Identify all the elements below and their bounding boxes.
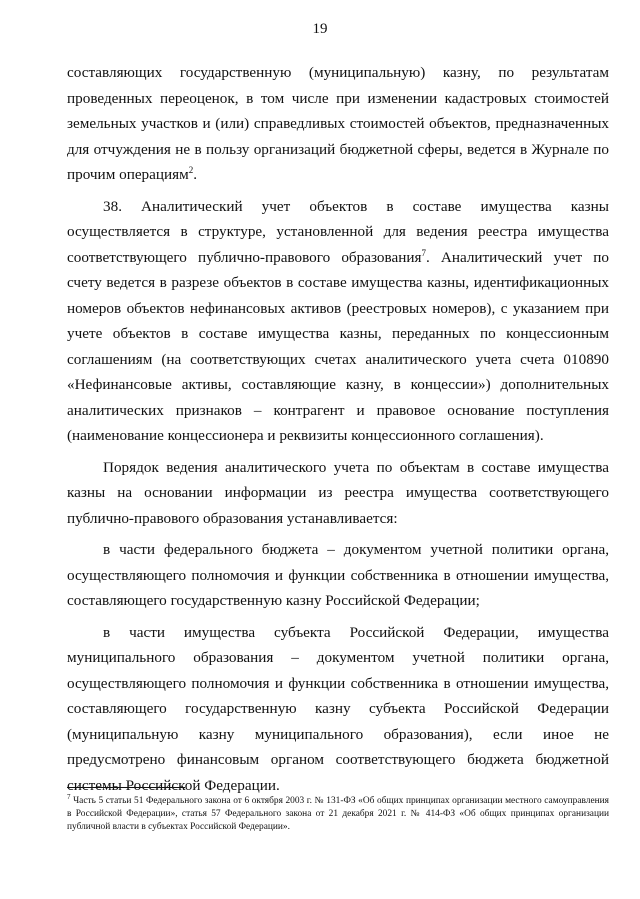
paragraph-federal-budget: [67, 537, 609, 614]
footnote-reference: 7: [421, 247, 426, 258]
paragraph-text: в части имущества субъекта Российской Федерации, имущества муниципального образования – документом учетной политики органа, осуществляющего полномочия и функции собственника в отношении имущества, составляющего государственную казну субъекта Российской Федерации (муниципальную казну муниципального образования), если иное не предусмотрено финансовым органом соответствующего бюджета бюджетной системы Российской Федерации.: [67, 623, 609, 794]
paragraph-item-38: [67, 194, 609, 449]
paragraph-regional-municipal: [67, 620, 609, 799]
paragraph-text: в части федерального бюджета – документом учетной политики органа, осуществляющего полномочия и функции собственника в отношении имущества, составляющего государственную казну Российской Федерации;: [67, 541, 609, 609]
paragraph-tail: . Аналитический учет по счету ведется в разрезе объектов в составе имущества казны, идентификационных номеров объектов нефинансовых активов (реестровых номеров), с указанием при учете объектов в составе имущества казны, переданных по концессионным соглашениям (на соответствующих счетах аналитического учета счета 010890 «Нефинансовые активы, составляющие казну, в концессии») дополнительных аналитических признаков – контрагент и правовое основание поступления (наименование концессионера и реквизиты концессионного соглашения).: [67, 248, 609, 444]
paragraph-continuation: [67, 60, 609, 188]
paragraph-text: составляющих государственную (муниципальную) казну, по результатам проведенных переоценок, в том числе при изменении кадастровых стоимостей земельных участков и (или) справедливых стоимостей объектов, предназначенных для отчуждения не в пользу организаций бюджетной сферы, ведется в Журнале по прочим операциям: [67, 64, 609, 183]
page-number: 19: [312, 21, 328, 37]
footnote: [67, 792, 609, 834]
paragraph-text: Порядок ведения аналитического учета по объектам в составе имущества казны на основании информации из реестра имущества соответствующего публично-правового образования устанавливается:: [67, 458, 609, 527]
footnote-divider: [67, 787, 185, 788]
footnote-mark: 7: [67, 792, 71, 801]
body-text: [67, 60, 609, 798]
paragraph-tail: .: [193, 166, 198, 183]
paragraph-procedure: [67, 455, 609, 532]
paragraph-text: 38. Аналитический учет объектов в составе имущества казны осуществляется в структуре, установленной для ведения реестра имущества соответствующего публично-правового образования: [67, 197, 609, 266]
footnote-reference: 2: [188, 164, 194, 175]
footnote-text: Часть 5 статьи 51 Федерального закона от 6 октября 2003 г. № 131-ФЗ «Об общих принципах организации местного самоуправления в Российской Федерации», статья 57 Федерального закона от 21 декабря 2021 г. № 414-ФЗ «Об общих принципах организации публичной власти в субъектах Российской Федерации».: [67, 796, 609, 832]
